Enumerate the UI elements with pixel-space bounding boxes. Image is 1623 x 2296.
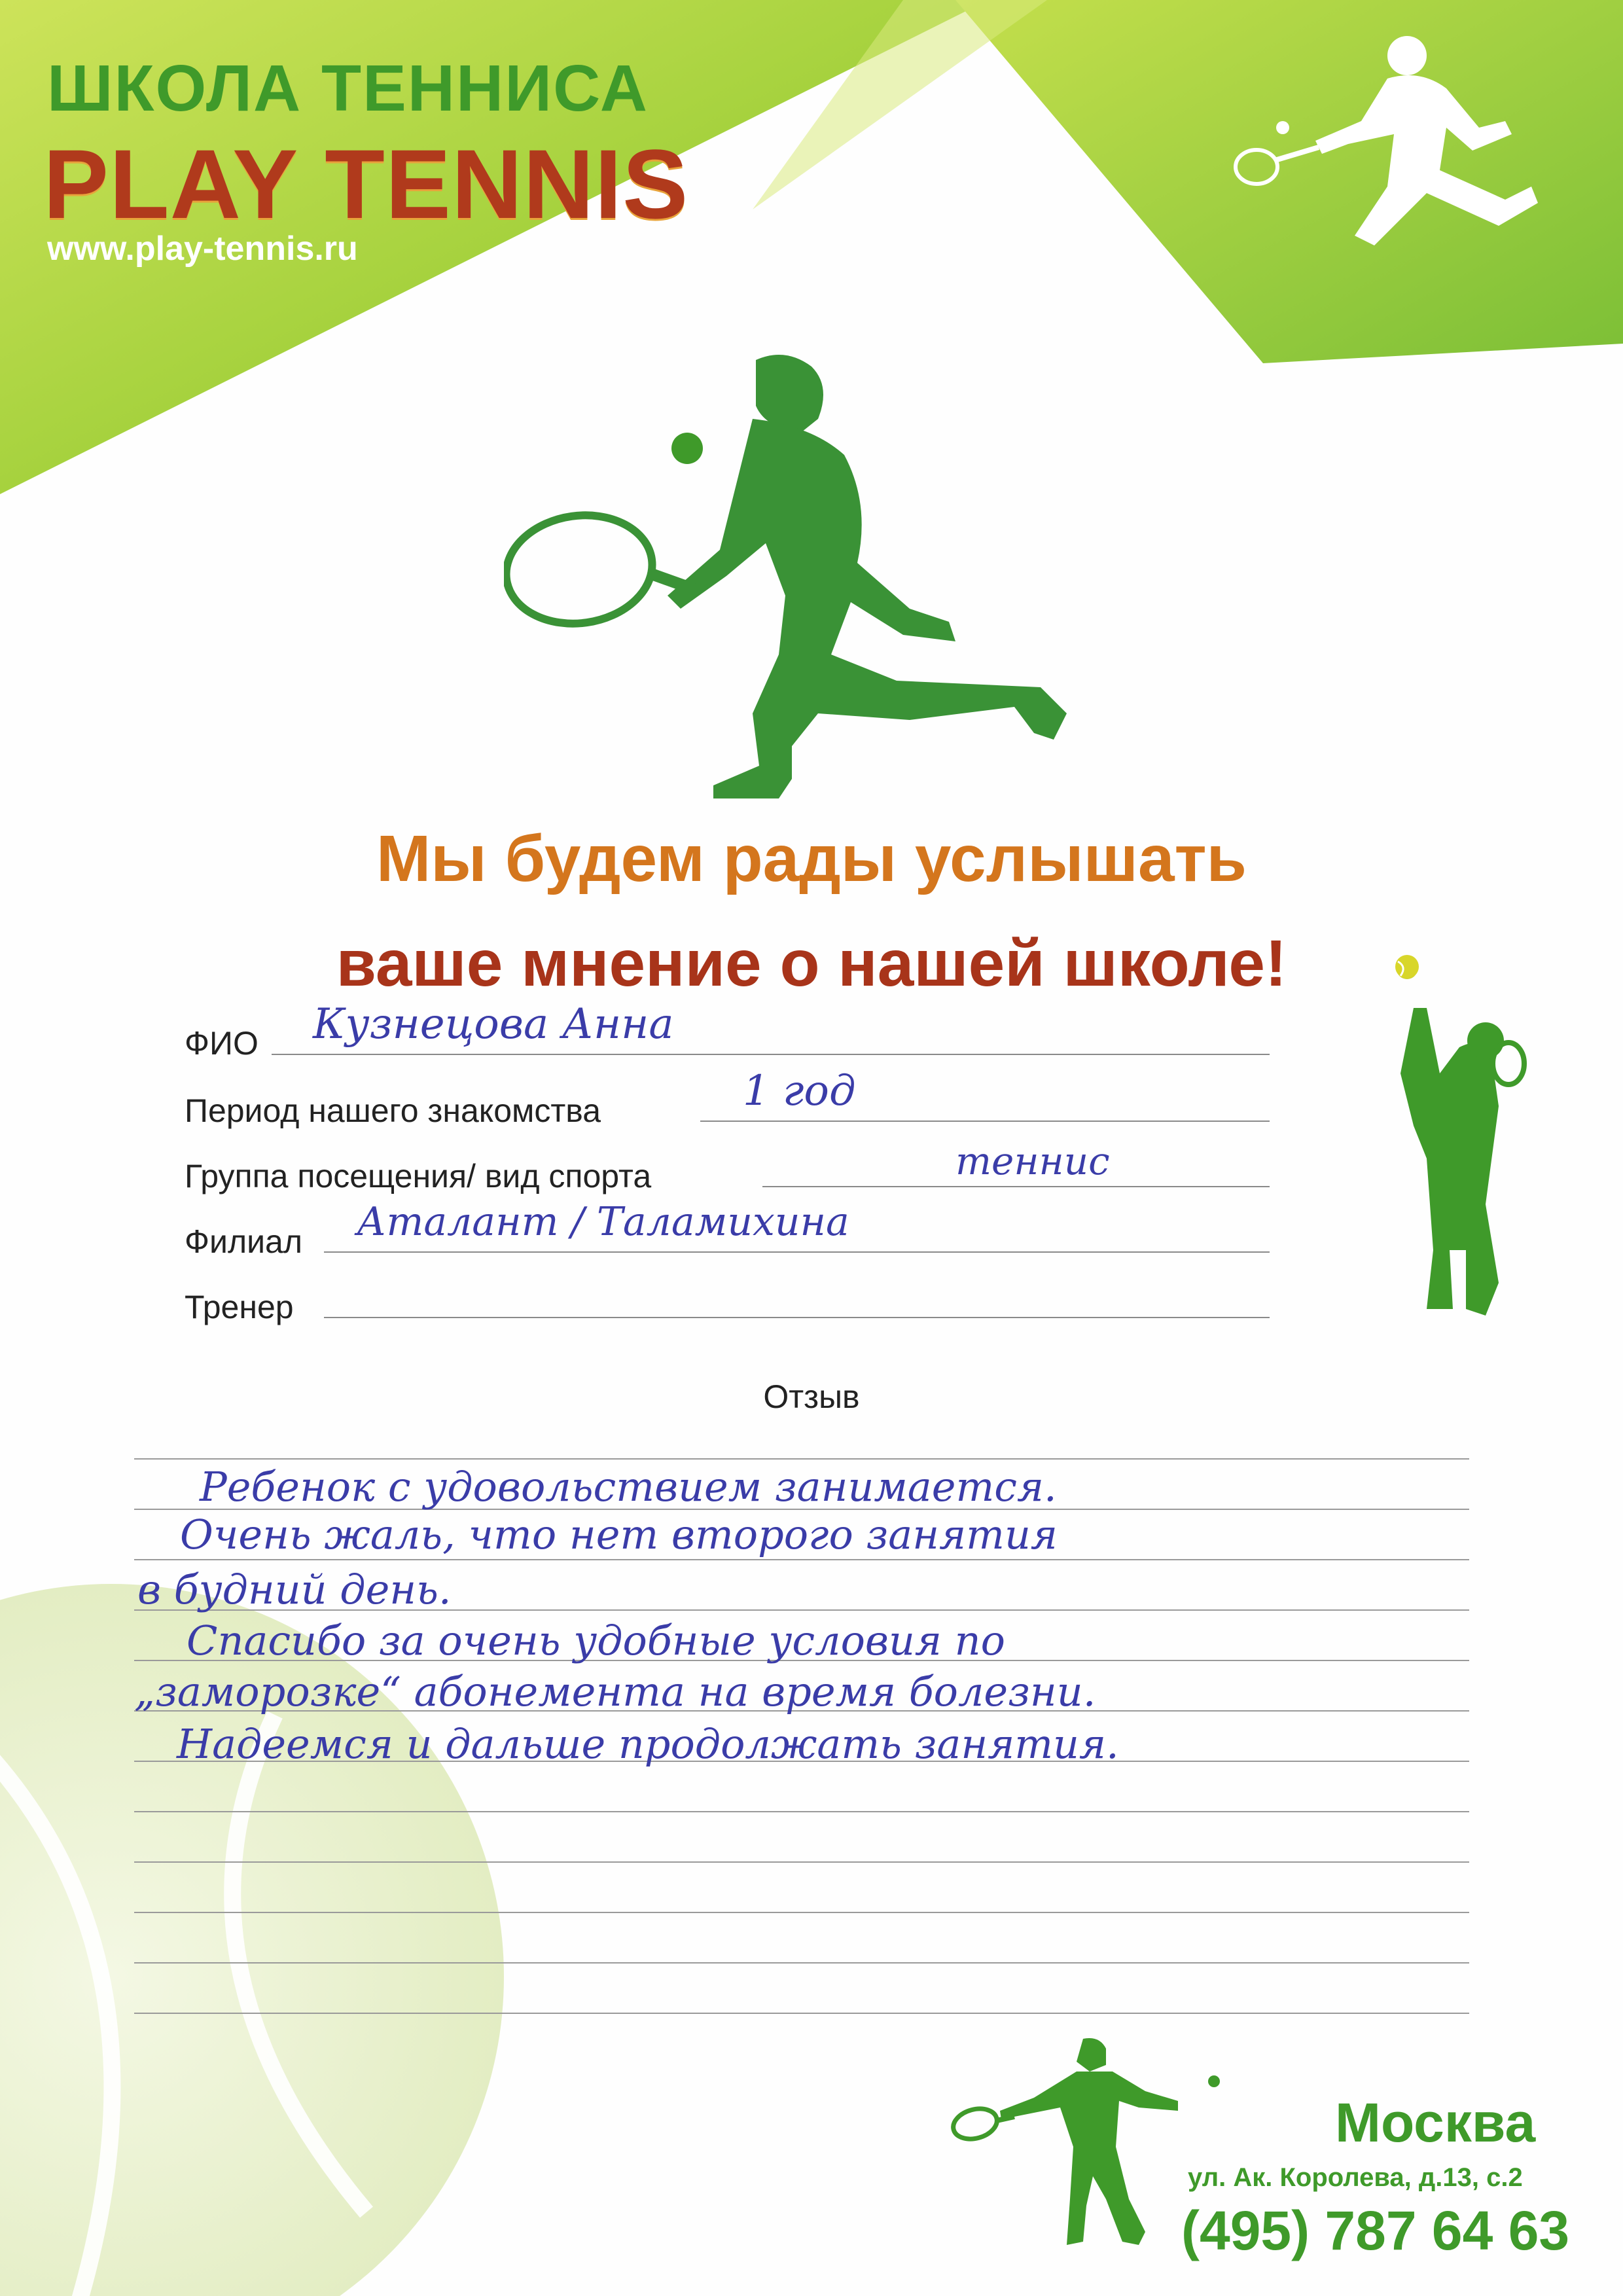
review-text-line[interactable]: „заморозке“ абонемента на время болезни.	[134, 1668, 1096, 1715]
review-text-line[interactable]: Очень жаль, что нет второго занятия	[180, 1511, 1058, 1558]
branch-line	[324, 1251, 1270, 1253]
review-title: Отзыв	[763, 1378, 860, 1415]
review-line	[134, 1811, 1469, 1812]
group-line	[762, 1186, 1270, 1187]
review-line	[134, 1912, 1469, 1913]
school-name: ШКОЛА ТЕННИСА	[47, 52, 649, 125]
period-label: Период нашего знакомства	[185, 1092, 601, 1129]
review-text-line[interactable]: Ребенок с удовольствием занимается.	[200, 1463, 1057, 1511]
tennis-player-icon	[1230, 29, 1571, 245]
fio-line	[272, 1054, 1270, 1055]
review-line	[134, 1458, 1469, 1460]
period-value[interactable]: 1 год	[743, 1067, 856, 1115]
review-text-line[interactable]: в будний день.	[137, 1566, 452, 1613]
tennis-player-icon	[504, 347, 1158, 805]
footer-address: ул. Ак. Королева, д.13, с.2	[1188, 2163, 1523, 2192]
review-text-line[interactable]: Спасибо за очень удобные условия по	[187, 1617, 1005, 1664]
review-line	[134, 1559, 1469, 1560]
branch-label: Филиал	[185, 1223, 303, 1260]
review-text-line[interactable]: Надеемся и дальше продолжать занятия.	[177, 1720, 1119, 1768]
tennis-ball-icon	[1393, 952, 1421, 981]
coach-label: Тренер	[185, 1289, 294, 1325]
review-line	[134, 1962, 1469, 1964]
coach-line	[324, 1317, 1270, 1318]
period-line	[700, 1121, 1270, 1122]
fio-label: ФИО	[185, 1025, 259, 1062]
review-line	[134, 1861, 1469, 1863]
footer-city: Москва	[1335, 2092, 1536, 2153]
headline-line-2: ваше мнение о нашей школе!	[336, 927, 1287, 1000]
headline-line-1: Мы будем рады услышать	[376, 822, 1247, 895]
group-value[interactable]: теннис	[955, 1139, 1110, 1183]
review-line	[134, 2013, 1469, 2014]
footer-phone[interactable]: (495) 787 64 63	[1181, 2200, 1570, 2261]
website-link[interactable]: www.play-tennis.ru	[47, 230, 358, 268]
fio-value[interactable]: Кузнецова Анна	[313, 1000, 674, 1049]
group-label: Группа посещения/ вид спорта	[185, 1158, 652, 1194]
brand-name: PLAY TENNIS	[43, 129, 689, 239]
branch-value[interactable]: Аталант / Таламихина	[357, 1199, 849, 1245]
